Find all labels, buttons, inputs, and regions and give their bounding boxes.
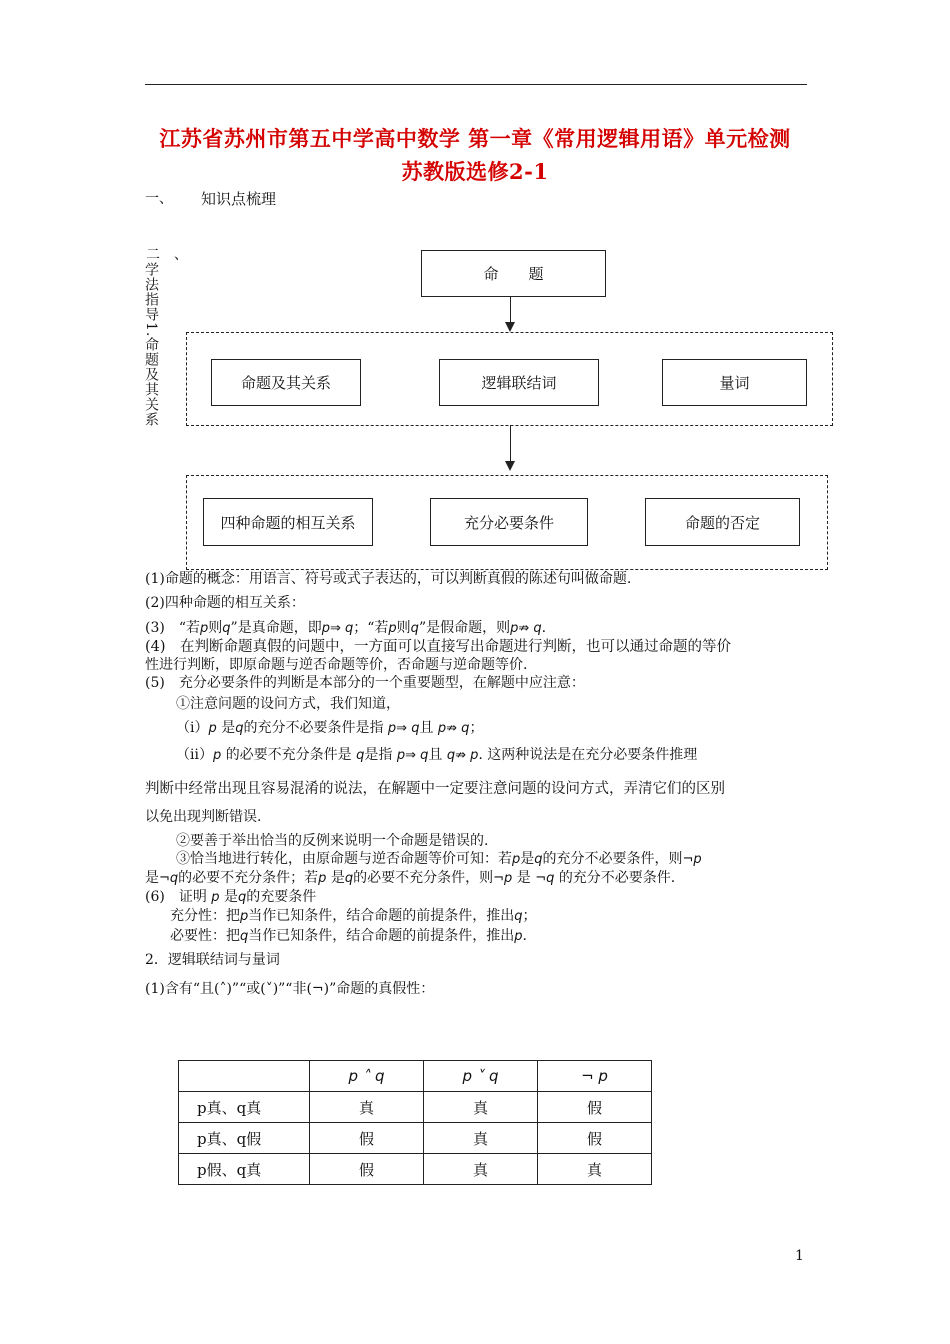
diagram-box-logic-connectives: 逻辑联结词 — [439, 359, 599, 406]
necessity-line: 必要性：把q当作已知条件，结合命题的前提条件，推出p. — [170, 928, 527, 944]
header-rule — [145, 84, 807, 85]
diagram-box-quantifiers: 量词 — [662, 359, 807, 406]
arrow-head-1 — [505, 322, 515, 332]
sub-item-3-line2: 是¬q的必要不充分条件；若p 是q的必要不充分条件，则¬p 是 ¬q 的充分不必要条件. — [145, 870, 676, 886]
sufficiency-line: 充分性：把p当作已知条件，结合命题的前提条件，推出q； — [170, 908, 537, 924]
table-row — [179, 1123, 652, 1154]
section-2-heading: 2．逻辑联结词与量词 — [145, 952, 280, 968]
arrow-line-2 — [510, 425, 511, 461]
diagram-box-sufficient-necessary: 充分必要条件 — [430, 498, 588, 546]
table-cell: 真 — [424, 1154, 538, 1185]
table-header-not: ¬ p — [538, 1061, 652, 1092]
sub-item-ii-line2: 判断中经常出现且容易混淆的说法，在解题中一定要注意问题的设问方式，弄清它们的区别 — [145, 781, 725, 797]
table-header-row — [179, 1061, 652, 1092]
sub-item-2: ②要善于举出恰当的反例来说明一个命题是错误的. — [176, 833, 489, 849]
table-cell: 真 — [424, 1123, 538, 1154]
table-row-label: p假、q真 — [179, 1154, 310, 1185]
para-2: (2)四种命题的相互关系： — [145, 595, 305, 611]
arrow-head-2 — [505, 461, 515, 471]
section1-number: 一、 — [145, 191, 173, 207]
diagram-box-propositions: 命题及其关系 — [211, 359, 361, 406]
side-label-vertical: 学法指导1.命题及其关系 — [143, 262, 159, 428]
sub-item-i: （ⅰ）p 是q的充分不必要条件是指 p⇒ q且 p⇏ q； — [176, 720, 484, 736]
table-header-corner — [179, 1061, 310, 1092]
diagram-box-negation: 命题的否定 — [645, 498, 800, 546]
table-header-or: p ˅ q — [424, 1061, 538, 1092]
table-row-label: p真、q假 — [179, 1123, 310, 1154]
doc-title-line1: 江苏省苏州市第五中学高中数学 第一章《常用逻辑用语》单元检测 — [159, 126, 791, 151]
para-4-line1: (4) 在判断命题真假的问题中，一方面可以直接写出命题进行判断，也可以通过命题的等价 — [145, 639, 732, 655]
table-row — [179, 1092, 652, 1123]
sub-item-3-line1: ③恰当地进行转化，由原命题与逆否命题等价可知：若p是q的充分不必要条件，则¬p — [176, 851, 702, 867]
sub-item-1: ①注意问题的设问方式，我们知道， — [176, 696, 400, 712]
table-cell: 假 — [538, 1123, 652, 1154]
para-4-line2: 性进行判断，即原命题与逆否命题等价，否命题与逆命题等价. — [145, 657, 528, 673]
table-cell: 真 — [310, 1092, 424, 1123]
para-3: (3) “若p则q”是真命题，即p⇒ q；“若p则q”是假命题，则p⇏ q. — [145, 620, 547, 636]
table-cell: 假 — [310, 1154, 424, 1185]
sub-item-ii: （ⅱ）p 的必要不充分条件是 q是指 p⇒ q且 q⇏ p. 这两种说法是在充分必要条件推理 — [176, 747, 698, 763]
page-number: 1 — [795, 1248, 804, 1264]
doc-title-line2: 苏教版选修2-1 — [401, 159, 549, 184]
para-7: (1)含有“且(˄)”“或(˅)”“非(¬)”命题的真假性： — [145, 981, 435, 997]
para-6: (6) 证明 p 是q的充要条件 — [145, 889, 317, 905]
section1-label: 知识点梳理 — [201, 190, 277, 208]
para-5: (5) 充分必要条件的判断是本部分的一个重要题型，在解题中应注意： — [145, 675, 585, 691]
table-row — [179, 1154, 652, 1185]
table-cell: 假 — [538, 1092, 652, 1123]
table-cell: 真 — [538, 1154, 652, 1185]
diagram-box-four-propositions: 四种命题的相互关系 — [203, 498, 373, 546]
arrow-line-1 — [510, 296, 511, 322]
para-1: (1)命题的概念：用语言、符号或式子表达的，可以判断真假的陈述句叫做命题. — [145, 571, 632, 587]
truth-table — [178, 1060, 652, 1185]
diagram-top-box: 命 题 — [421, 250, 606, 297]
table-header-and: p ˄ q — [310, 1061, 424, 1092]
side-label-prefix: 二、 — [146, 247, 202, 263]
table-cell: 真 — [424, 1092, 538, 1123]
sub-item-ii-line3: 以免出现判断错误. — [145, 809, 262, 825]
table-cell: 假 — [310, 1123, 424, 1154]
table-row-label: p真、q真 — [179, 1092, 310, 1123]
